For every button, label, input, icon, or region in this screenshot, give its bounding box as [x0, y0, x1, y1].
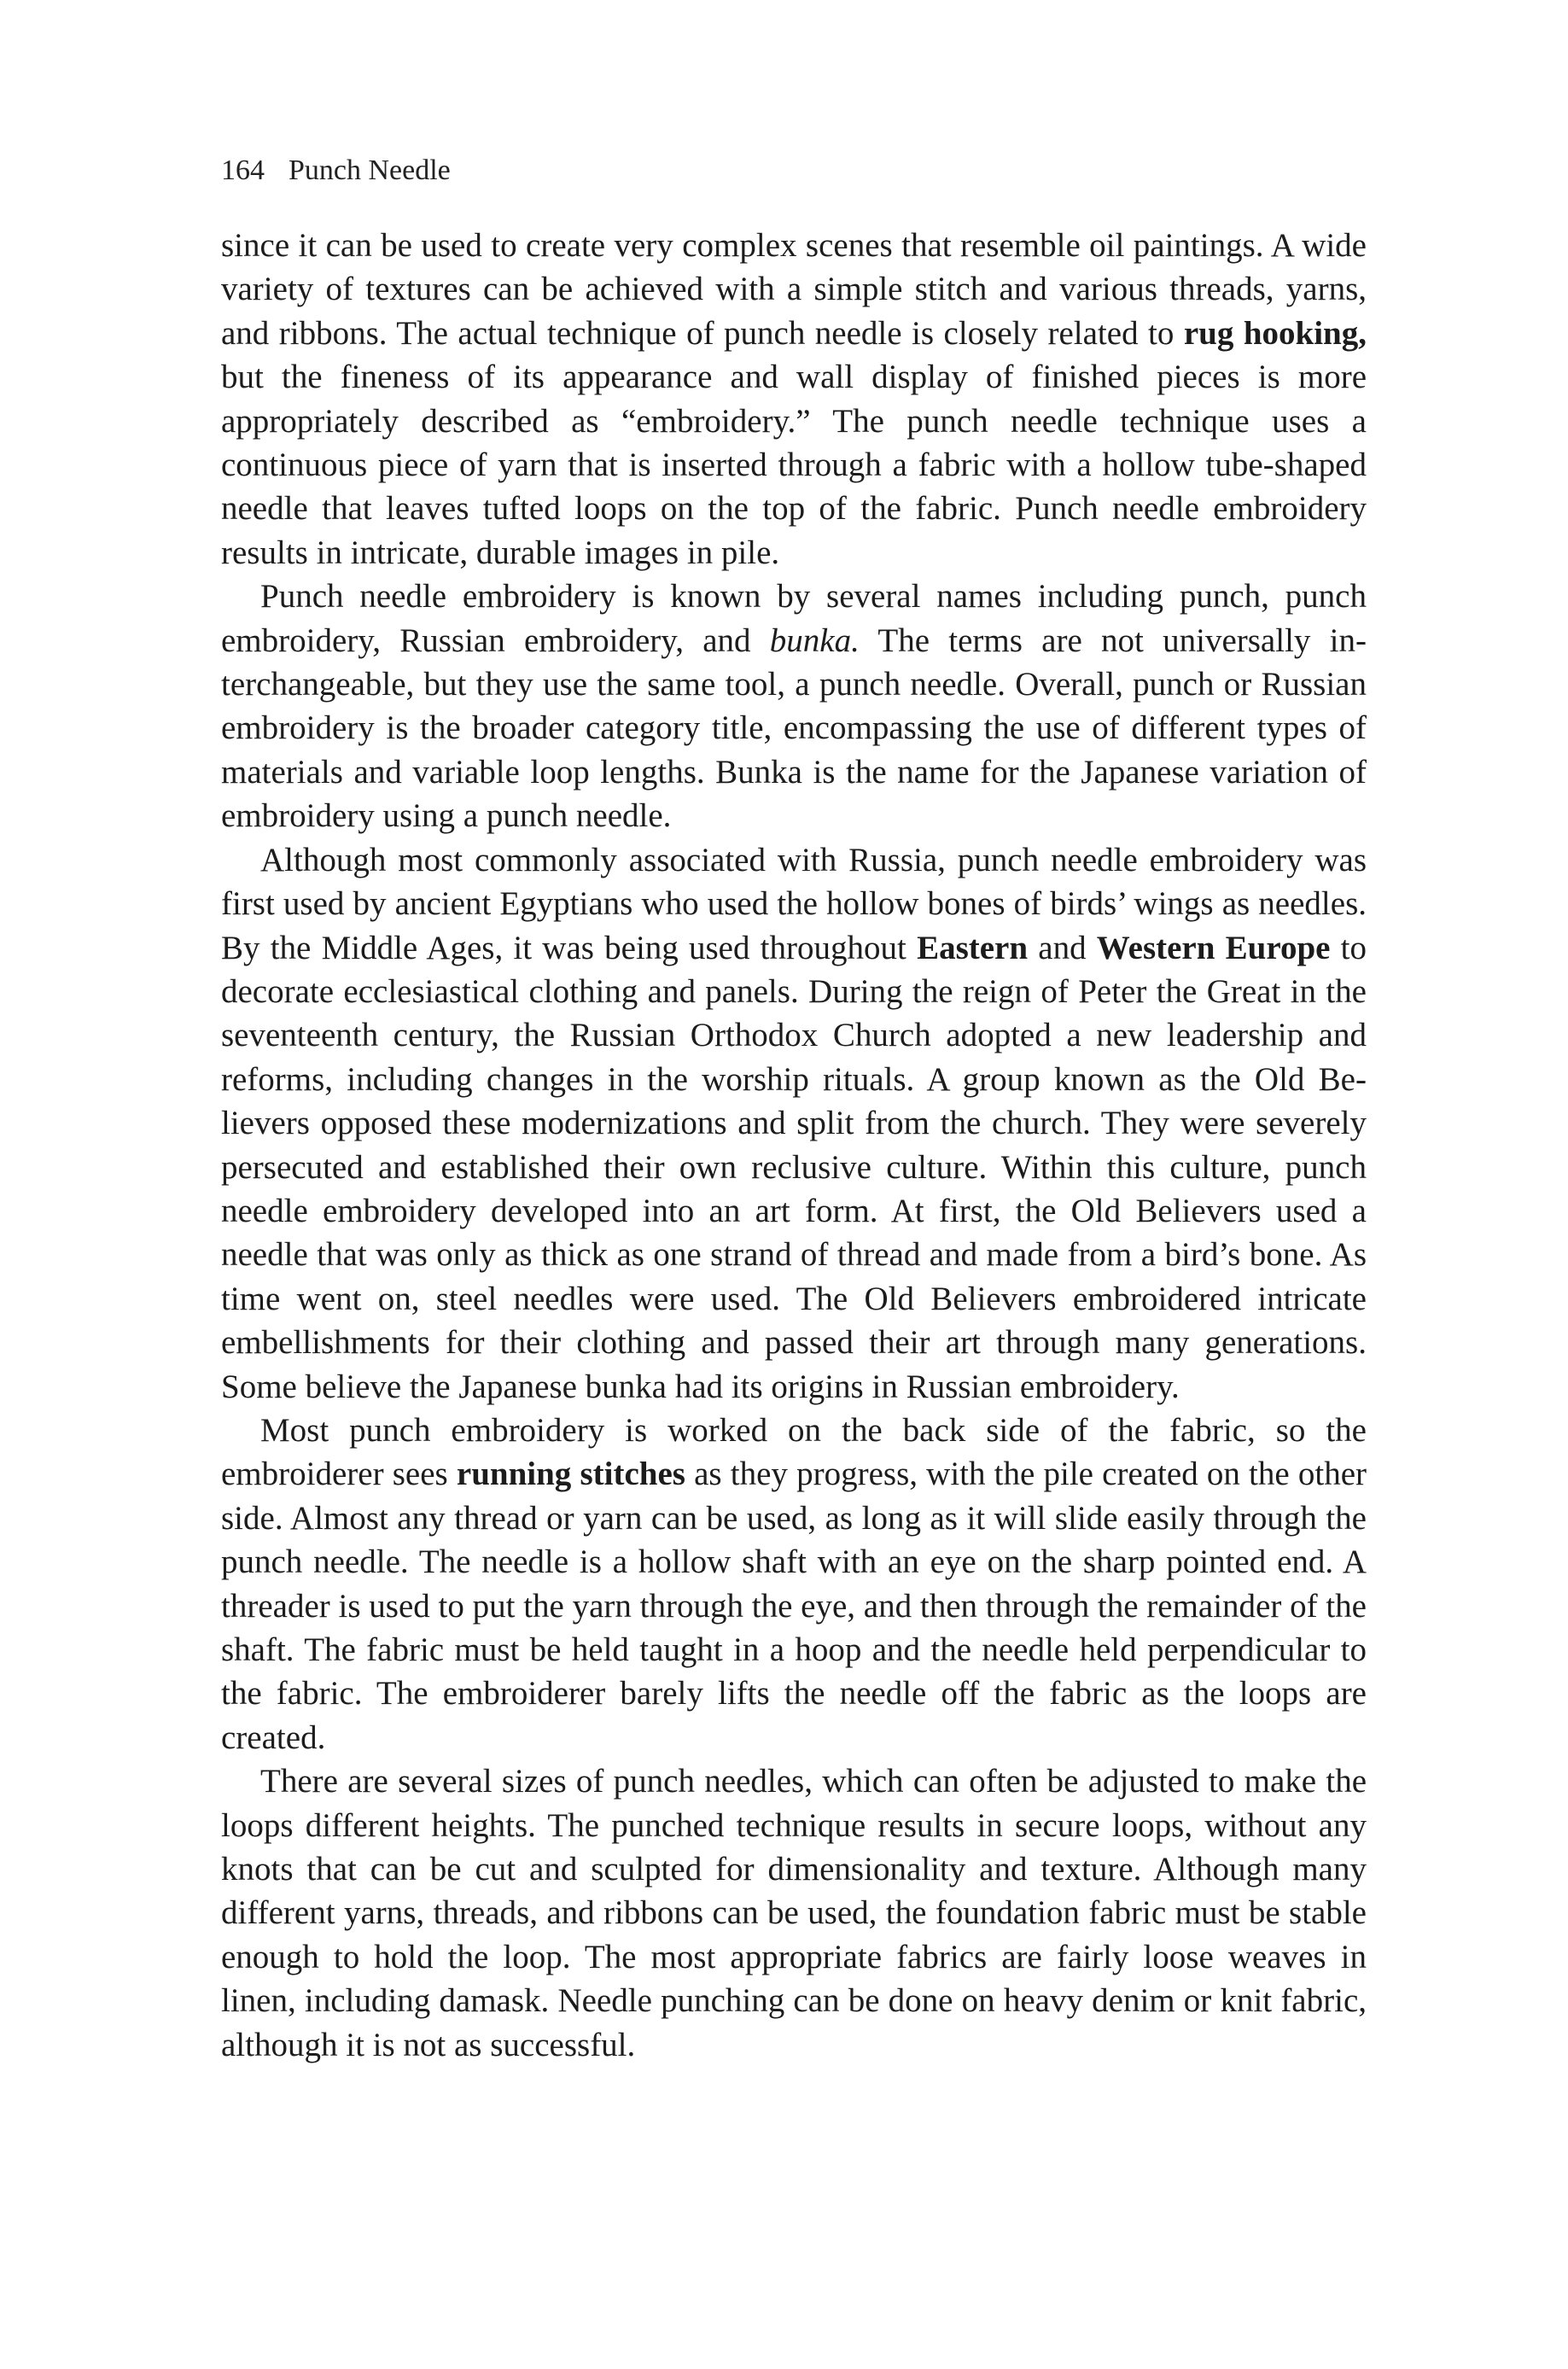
- paragraph-1: [221, 224, 1367, 575]
- paragraph-1-text-a: since it can be used to create very complex scenes that resemble oil paintings. A wide variety of textures can be achieved with a simple stitch and various threads, yarns, and ribbons. The actual technique of punch needle is closely related to: [221, 227, 1367, 352]
- running-head: [221, 154, 451, 188]
- term-running-stitches: running stitches: [456, 1456, 685, 1493]
- paragraph-1-text-b: but the fineness of its appearance and wall display of finished pieces is more appropriately described as “embroidery.” The punch needle technique uses a continuous piece of yarn that is inserted through a fabric with a hollow tube-shaped needle that leaves tufted loops on the top of the fabric. Punch needle embroidery results in intricate, durable images in pile.: [221, 359, 1367, 571]
- term-western-europe: Western Europe: [1096, 929, 1331, 966]
- paragraph-3: [221, 838, 1367, 1409]
- paragraph-2-text-b: The terms are not universally interchangeable, but they use the same tool, a punch needle. Overall, punch or Russian embroidery is the broader category title, encompassing the use of different types of materials and variable loop lengths. Bunka is the name for the Japanese variation of embroidery using a punch needle.: [221, 621, 1367, 835]
- page-number: 164: [221, 155, 265, 186]
- term-rug-hooking: rug hooking,: [1183, 314, 1367, 352]
- term-eastern: Eastern: [917, 929, 1029, 966]
- paragraph-2: [221, 575, 1367, 837]
- term-bunka: bunka.: [769, 621, 860, 659]
- running-title: Punch Needle: [289, 155, 451, 186]
- paragraph-4-text-b: as they progress, with the pile created on the other side. Almost any thread or yarn can be used, as long as it will slide easily through the punch needle. The needle is a hollow shaft with an eye on the sharp pointed end. A threader is used to put the yarn through the eye, and then through the remainder of the shaft. The fabric must be held taught in a hoop and the needle held perpendicular to the fabric. The embroiderer barely lifts the needle off the fabric as the loops are created.: [221, 1456, 1367, 1756]
- paragraph-5: [221, 1759, 1367, 2067]
- paragraph-5-text: There are several sizes of punch needles, which can often be adjusted to make the loops different heights. The punched technique results in secure loops, without any knots that can be cut and sculpted for dimensionality and texture. Although many different yarns, threads, and ribbons can be used, the foundation fabric must be stable enough to hold the loop. The most appropriate fabrics are fairly loose weaves in linen, including damask. Needle punching can be done on heavy denim or knit fabric, although it is not as successful.: [221, 1763, 1367, 2063]
- paragraph-3-text-b: and: [1028, 929, 1097, 966]
- paragraph-3-text-c: to decorate ecclesiastical clothing and panels. During the reign of Peter the Great in the seventeenth century, the Russian Orthodox Church adopted a new leadership and reforms, including changes in the worship rituals. A group known as the Old Believers opposed these modernizations and split from the church. They were severely persecuted and established their own reclusive culture. Within this culture, punch needle embroidery developed into an art form. At first, the Old Believers used a needle that was only as thick as one strand of thread and made from a bird’s bone. As time went on, steel needles were used. The Old Believers embroidered intricate embellishments for their clothing and passed their art through many generations. Some believe the Japanese bunka had its origins in Russian embroidery.: [221, 929, 1367, 1405]
- paragraph-2-text-a: Punch needle embroidery is known by several names including punch, punch embroidery, Russian embroidery, and: [221, 578, 1367, 659]
- paragraph-3-text-a: Although most commonly associated with Russia, punch needle embroidery was first used by ancient Egyptians who used the hollow bones of birds’ wings as needles. By the Middle Ages, it was being used throughout: [221, 841, 1367, 966]
- body-text: [221, 224, 1367, 2067]
- paragraph-4: [221, 1409, 1367, 1759]
- paragraph-4-text-a: Most punch embroidery is worked on the back side of the fabric, so the embroiderer sees: [221, 1411, 1367, 1493]
